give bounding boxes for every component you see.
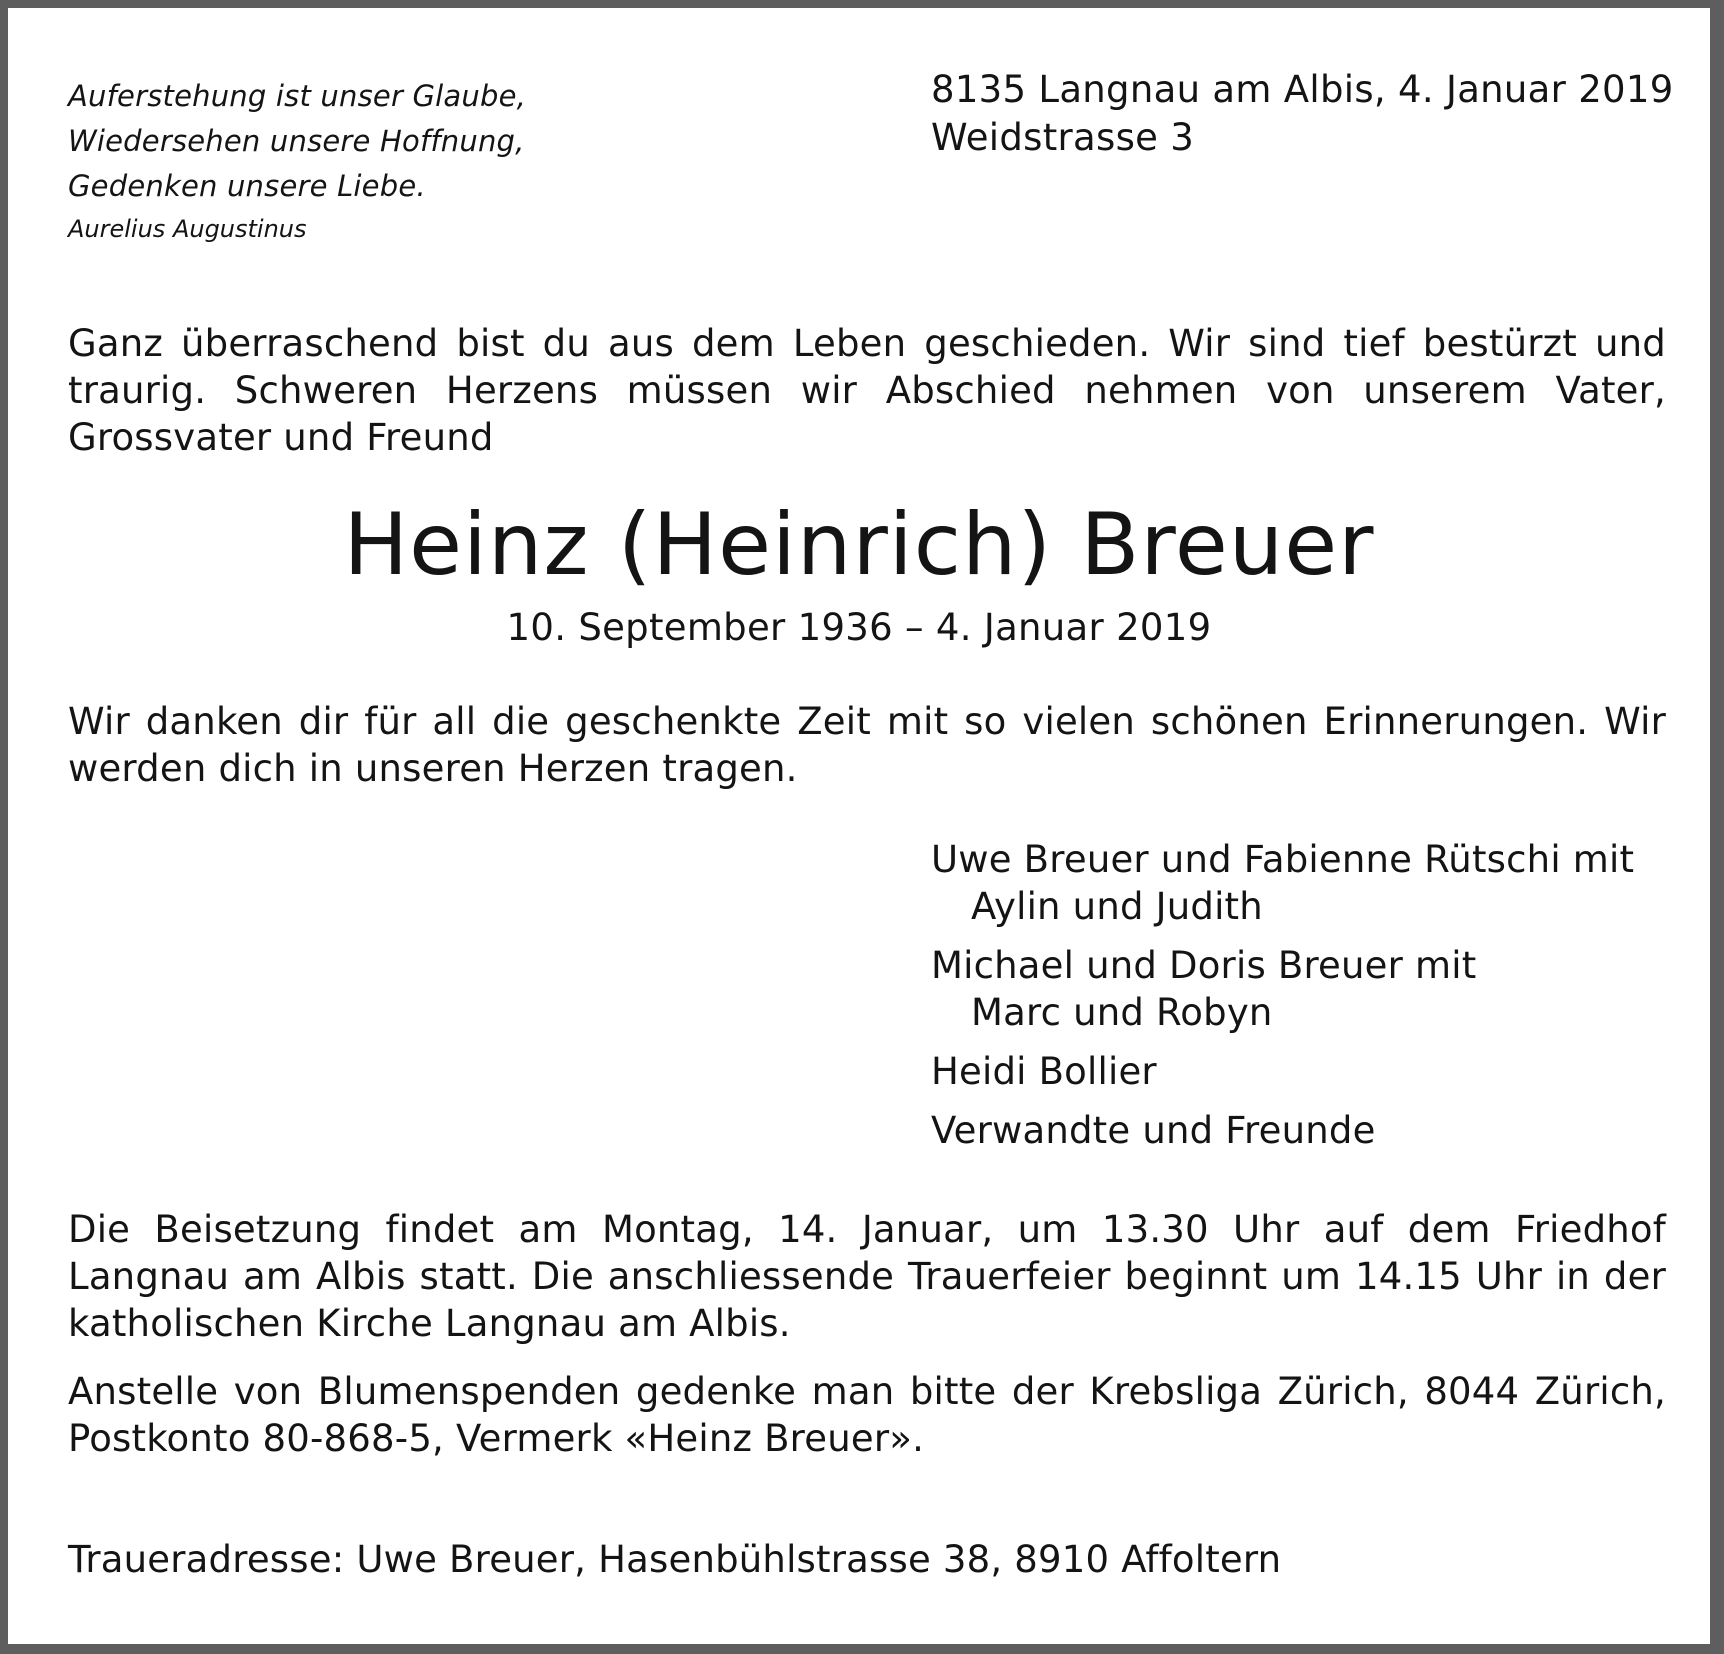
motto-author: Aurelius Augustinus [68,215,307,243]
signer-entry [931,1107,1634,1154]
signer-name: Heidi Bollier [931,1050,1157,1093]
signer-entry [931,1048,1634,1095]
signer-children: Aylin und Judith [971,885,1263,928]
motto-quote [68,74,526,209]
deceased-name: Heinz (Heinrich) Breuer [343,495,1375,595]
mourning-address: Traueradresse: Uwe Breuer, Hasenbühlstrasse 38, 8910 Affoltern [68,1538,1282,1581]
ceremony-paragraph: Die Beisetzung findet am Montag, 14. Januar, um 13.30 Uhr auf dem Friedhof Langnau am Albis statt. Die anschliessende Trauerfeier beginnt um 14.15 Uhr in der katholischen Kirche Langnau am Albis. [68,1208,1666,1345]
signer-name: Uwe Breuer und Fabienne Rütschi mit [931,838,1635,881]
street-address-line: Weidstrasse 3 [931,116,1195,159]
motto-line: Gedenken unsere Liebe. [68,169,426,203]
place-date-line: 8135 Langnau am Albis, 4. Januar 2019 [931,68,1674,111]
signer-name: Verwandte und Freunde [931,1109,1376,1152]
thanks-paragraph: Wir danken dir für all die geschenkte Zeit mit so vielen schönen Erinnerungen. Wir werden dich in unseren Herzen tragen. [68,700,1666,790]
motto-line: Auferstehung ist unser Glaube, [68,79,527,113]
place-and-date [931,66,1674,162]
signers-list [931,836,1634,1166]
life-dates: 10. September 1936 – 4. Januar 2019 [506,606,1212,649]
signer-entry [931,942,1634,1036]
obituary-notice [8,8,1710,1644]
signer-entry [931,836,1634,930]
intro-paragraph: Ganz überraschend bist du aus dem Leben geschieden. Wir sind tief bestürzt und traurig. Schweren Herzens müssen wir Abschied nehmen von unserem Vater, Grossvater und Freund [68,322,1666,459]
motto-line: Wiedersehen unsere Hoffnung, [68,124,525,158]
signer-children: Marc und Robyn [971,991,1273,1034]
donation-paragraph: Anstelle von Blumenspenden gedenke man bitte der Krebsliga Zürich, 8044 Zürich, Postkonto 80-868-5, Vermerk «Heinz Breuer». [68,1370,1666,1460]
signer-name: Michael und Doris Breuer mit [931,944,1477,987]
